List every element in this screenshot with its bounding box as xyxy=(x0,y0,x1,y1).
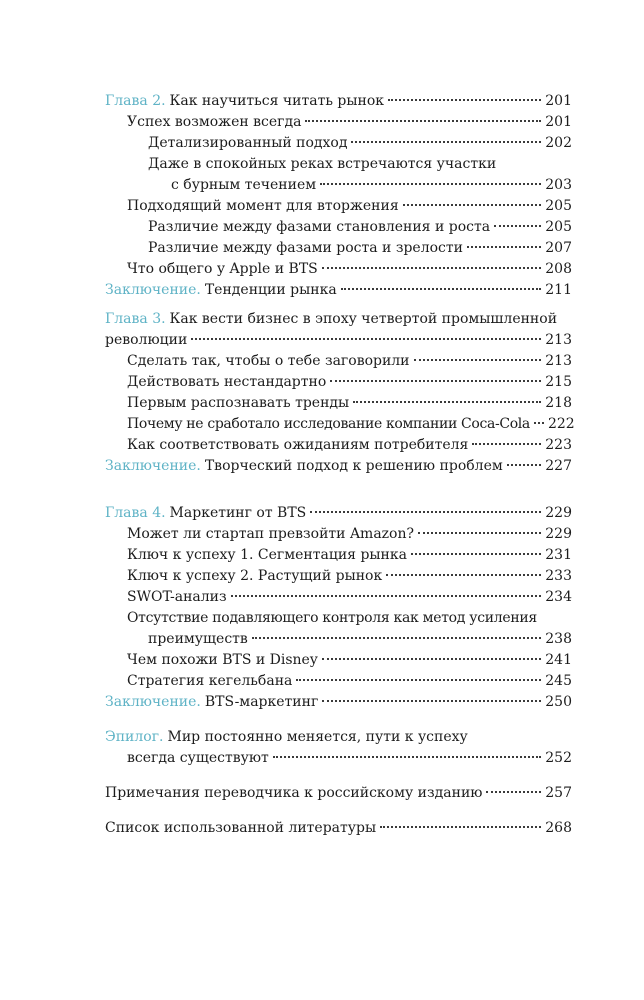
entry-title: Почему не сработало исследование компании Coca-Cola xyxy=(127,416,530,432)
dot-leader xyxy=(322,658,542,660)
entry-title: Как научиться читать рынок xyxy=(169,93,385,109)
dot-leader xyxy=(472,443,541,445)
dot-leader xyxy=(494,225,541,227)
entry-title: Первым распознавать тренды xyxy=(127,395,350,411)
toc-entry[interactable] xyxy=(105,567,572,586)
entry-title: Стратегия кегельбана xyxy=(127,673,293,689)
dot-leader xyxy=(467,246,541,248)
entry-title: SWOT-анализ xyxy=(127,589,227,605)
entry-title: Подходящий момент для вторжения xyxy=(127,198,399,214)
dot-leader xyxy=(341,288,542,290)
entry-title: Как соответствовать ожиданиям потребителя xyxy=(127,437,469,453)
toc-entry[interactable] xyxy=(105,352,572,371)
page-number: 245 xyxy=(545,673,572,689)
page-number: 218 xyxy=(545,395,572,411)
chapter-label: Глава 3. xyxy=(105,311,166,327)
dot-leader xyxy=(191,338,541,340)
page-number: 227 xyxy=(545,458,572,474)
toc-entry[interactable] xyxy=(105,651,572,670)
page-number: 229 xyxy=(545,505,572,521)
page-number: 223 xyxy=(545,437,572,453)
chapter-label: Глава 4. xyxy=(105,505,166,521)
toc-entry-chapter-3-first-line[interactable] xyxy=(105,310,572,329)
dot-leader xyxy=(380,826,541,828)
toc-entry-notes[interactable] xyxy=(105,784,572,803)
toc-entry[interactable] xyxy=(105,176,572,195)
toc-entry-chapter-2[interactable] xyxy=(105,92,572,111)
page-number: 207 xyxy=(545,240,572,256)
page-number: 233 xyxy=(545,568,572,584)
toc-entry-chapter-3[interactable] xyxy=(105,331,572,350)
toc-entry-conclusion[interactable] xyxy=(105,693,572,712)
page-number: 202 xyxy=(545,135,572,151)
toc-entry[interactable] xyxy=(105,197,572,216)
page-number: 208 xyxy=(545,261,572,277)
table-of-contents xyxy=(105,92,575,840)
toc-entry[interactable] xyxy=(105,239,572,258)
page-number: 234 xyxy=(545,589,572,605)
entry-title: Творческий подход к решению проблем xyxy=(204,458,503,474)
entry-title: всегда существуют xyxy=(127,750,269,766)
toc-entry-epilogue-first-line[interactable] xyxy=(105,728,572,747)
page-number: 257 xyxy=(545,785,572,801)
page-number: 203 xyxy=(545,177,572,193)
page-number: 222 xyxy=(547,416,575,432)
toc-entry[interactable] xyxy=(105,134,572,153)
page-number: 250 xyxy=(545,694,572,710)
entry-title: Успех возможен всегда xyxy=(127,114,302,130)
entry-title: Действовать нестандартно xyxy=(127,374,327,390)
toc-entry[interactable] xyxy=(105,113,572,132)
page-number: 211 xyxy=(545,282,572,298)
toc-entry[interactable] xyxy=(105,588,572,607)
entry-title: Ключ к успеху 2. Растущий рынок xyxy=(127,568,383,584)
page-number: 231 xyxy=(545,547,572,563)
page-number: 229 xyxy=(545,526,572,542)
toc-entry-first-line[interactable]: Отсутствие подавляющего контроля как метод усиления xyxy=(127,610,537,626)
entry-title: преимуществ xyxy=(148,631,248,647)
toc-entry[interactable] xyxy=(105,373,572,392)
entry-title: BTS-маркетинг xyxy=(204,694,319,710)
entry-title: Мир постоянно меняется, пути к успеху xyxy=(167,729,468,745)
page-number: 201 xyxy=(545,114,572,130)
entry-title: Может ли стартап превзойти Amazon? xyxy=(127,526,415,542)
entry-title: революции xyxy=(105,332,188,348)
conclusion-label: Заключение. xyxy=(105,282,201,298)
toc-entry-first-line[interactable]: Даже в спокойных реках встречаются участки xyxy=(148,156,497,172)
dot-leader xyxy=(388,99,541,101)
page-number: 215 xyxy=(545,374,572,390)
dot-leader xyxy=(322,267,542,269)
dot-leader xyxy=(418,532,541,534)
toc-entry-conclusion[interactable] xyxy=(105,281,572,300)
entry-title: Как вести бизнес в эпоху четвертой промышленной xyxy=(169,311,558,327)
toc-entry[interactable] xyxy=(105,546,572,565)
dot-leader xyxy=(296,679,541,681)
entry-title: Ключ к успеху 1. Сегментация рынка xyxy=(127,547,407,563)
entry-title: с бурным течением xyxy=(171,177,317,193)
page-number: 205 xyxy=(545,219,572,235)
toc-entry[interactable] xyxy=(105,218,572,237)
dot-leader xyxy=(486,791,541,793)
dot-leader xyxy=(305,120,541,122)
chapter-label: Глава 2. xyxy=(105,93,166,109)
page-number: 201 xyxy=(545,93,572,109)
dot-leader xyxy=(351,141,541,143)
dot-leader xyxy=(310,511,541,513)
entry-title: Маркетинг от BTS xyxy=(169,505,307,521)
page-number: 241 xyxy=(545,652,572,668)
dot-leader xyxy=(330,380,541,382)
entry-title: Сделать так, чтобы о тебе заговорили xyxy=(127,353,410,369)
page-number: 252 xyxy=(545,750,572,766)
toc-entry[interactable] xyxy=(105,672,572,691)
dot-leader xyxy=(507,464,542,466)
conclusion-label: Заключение. xyxy=(105,694,201,710)
entry-title: Тенденции рынка xyxy=(204,282,337,298)
entry-title: Что общего у Apple и BTS xyxy=(127,261,318,277)
dot-leader xyxy=(403,204,542,206)
page-number: 213 xyxy=(545,332,572,348)
dot-leader xyxy=(252,637,541,639)
dot-leader xyxy=(273,756,541,758)
toc-entry[interactable] xyxy=(105,436,572,455)
toc-entry-epilogue[interactable] xyxy=(105,749,572,768)
entry-title: Различие между фазами роста и зрелости xyxy=(148,240,463,256)
dot-leader xyxy=(320,183,541,185)
epilogue-label: Эпилог. xyxy=(105,729,164,745)
page-number: 205 xyxy=(545,198,572,214)
toc-entry-references[interactable] xyxy=(105,819,572,838)
entry-title: Чем похожи BTS и Disney xyxy=(127,652,318,668)
toc-entry-chapter-4[interactable] xyxy=(105,504,572,523)
dot-leader xyxy=(534,422,544,424)
entry-title: Детализированный подход xyxy=(148,135,348,151)
entry-title: Примечания переводчика к российскому изданию xyxy=(105,785,483,801)
page-number: 213 xyxy=(545,353,572,369)
dot-leader xyxy=(231,595,542,597)
entry-title: Список использованной литературы xyxy=(105,820,377,836)
toc-entry[interactable] xyxy=(105,415,575,434)
toc-entry-conclusion[interactable] xyxy=(105,457,572,476)
dot-leader xyxy=(322,700,541,702)
toc-entry[interactable] xyxy=(105,630,572,649)
toc-entry[interactable] xyxy=(105,525,572,544)
dot-leader xyxy=(414,359,542,361)
toc-entry[interactable] xyxy=(105,260,572,279)
entry-title: Различие между фазами становления и роста xyxy=(148,219,491,235)
dot-leader xyxy=(411,553,541,555)
conclusion-label: Заключение. xyxy=(105,458,201,474)
page-number: 238 xyxy=(545,631,572,647)
page-number: 268 xyxy=(545,820,572,836)
toc-entry[interactable] xyxy=(105,394,572,413)
dot-leader xyxy=(353,401,541,403)
dot-leader xyxy=(386,574,541,576)
